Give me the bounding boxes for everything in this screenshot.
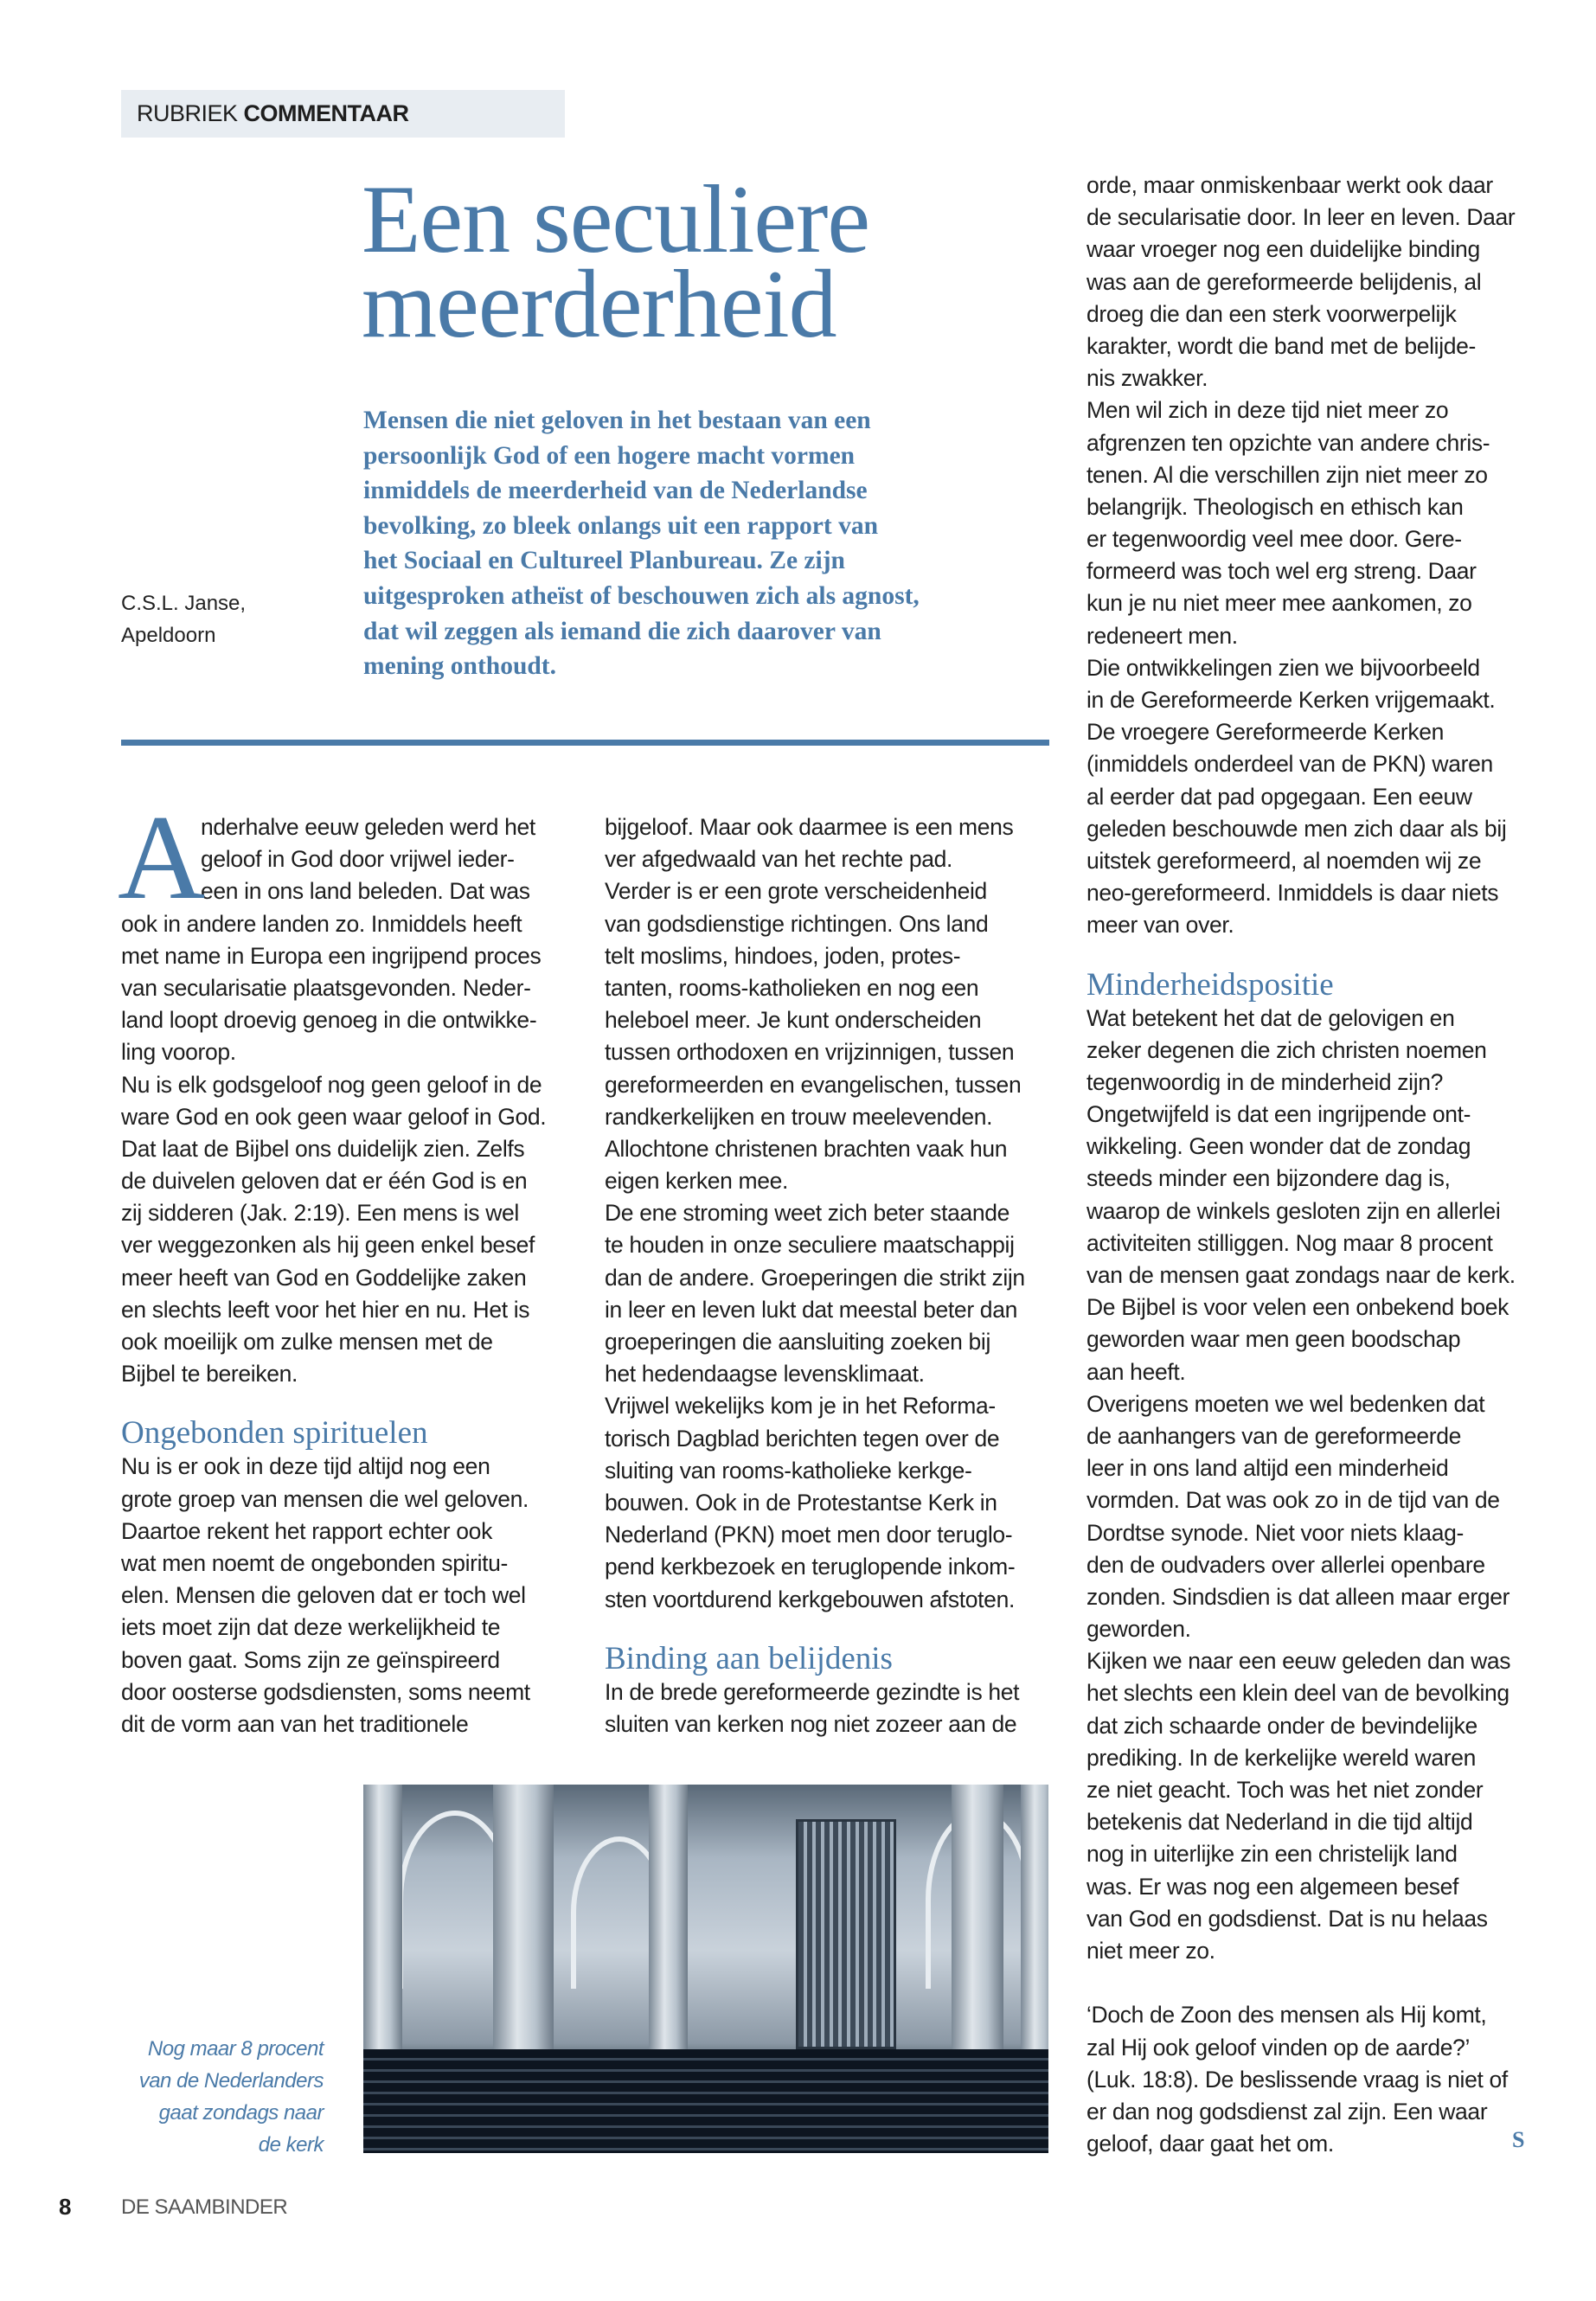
- caption-line: van de Nederlanders: [138, 2069, 324, 2093]
- text-line: dan de andere. Groeperingen die strikt zijn: [605, 1264, 1025, 1291]
- text-line: Allochtone christenen brachten vaak hun: [605, 1135, 1008, 1162]
- caption-line: de kerk: [258, 2133, 324, 2157]
- text-line: zonden. Sindsdien is dat alleen maar erger: [1086, 1583, 1510, 1610]
- title-line: meerderheid: [362, 251, 836, 358]
- text-line: Die ontwikkelingen zien we bijvoorbeeld: [1086, 654, 1480, 681]
- section-heading: Binding aan belijdenis: [605, 1640, 893, 1676]
- text-line: was aan de gereformeerde belijdenis, al: [1086, 268, 1482, 295]
- text-line: sten voortdurend kerkgebouwen afstoten.: [605, 1586, 1015, 1612]
- text-line: het slechts een klein deel van de bevolking: [1086, 1680, 1509, 1707]
- text-line: randkerkelijken en trouw meelevenden.: [605, 1103, 993, 1130]
- text-line: De Bijbel is voor velen een onbekend boek: [1086, 1294, 1509, 1321]
- text-line: bouwen. Ook in de Protestantse Kerk in: [605, 1489, 997, 1516]
- text-line: vormden. Dat was ook zo in de tijd van de: [1086, 1487, 1500, 1514]
- text-line: nis zwakker.: [1086, 365, 1208, 392]
- text-line: van de mensen gaat zondags naar de kerk.: [1086, 1262, 1516, 1288]
- text-line: kun je nu niet meer mee aankomen, zo: [1086, 590, 1472, 617]
- text-line: met name in Europa een ingrijpend proces: [121, 942, 542, 969]
- text-line: (inmiddels onderdeel van de PKN) waren: [1086, 751, 1493, 778]
- text-line: iets moet zijn dat deze werkelijkheid te: [121, 1614, 501, 1641]
- text-line: tanten, rooms-katholieken en nog een: [605, 974, 979, 1001]
- text-line: Bijbel te bereiken.: [121, 1361, 298, 1388]
- text-line: door oosterse godsdiensten, soms neemt: [121, 1678, 530, 1705]
- church-interior-photo: [363, 1785, 1048, 2153]
- text-line: Nu is elk godsgeloof nog geen geloof in de: [121, 1071, 542, 1098]
- text-line: geworden waar men geen boodschap: [1086, 1326, 1461, 1353]
- text-line: een in ons land beleden. Dat was: [201, 878, 530, 905]
- text-line: tenen. Al die verschillen zijn niet meer zo: [1086, 461, 1488, 488]
- intro-line: dat wil zeggen als iemand die zich daarover van: [363, 617, 881, 645]
- text-line: geloof, daar gaat het om.: [1086, 2131, 1334, 2157]
- text-line: sluiting van rooms-katholieke kerkge-: [605, 1457, 972, 1484]
- text-line: de duivelen geloven dat er één God is en: [121, 1168, 528, 1195]
- text-line: Ongetwijfeld is dat een ingrijpende ont-: [1086, 1101, 1471, 1128]
- text-line: Daartoe rekent het rapport echter ook: [121, 1517, 492, 1544]
- text-line: Dat laat de Bijbel ons duidelijk zien. Zelfs: [121, 1135, 525, 1162]
- text-line: Wat betekent het dat de gelovigen en: [1086, 1004, 1455, 1031]
- text-line: heleboel meer. Je kunt onderscheiden: [605, 1007, 982, 1034]
- author-place: Apeldoorn: [121, 624, 216, 647]
- text-line: en slechts leeft voor het hier en nu. Het is: [121, 1296, 530, 1323]
- intro-line: mening onthoudt.: [363, 652, 556, 681]
- text-line: ze niet geacht. Toch was het niet zonder: [1086, 1777, 1484, 1803]
- magazine-name: DE SAAMBINDER: [121, 2195, 288, 2219]
- text-line: al eerder dat pad opgegaan. Een eeuw: [1086, 783, 1472, 810]
- text-line: De vroegere Gereformeerde Kerken: [1086, 719, 1445, 746]
- text-line: Nederland (PKN) moet men door teruglo-: [605, 1522, 1013, 1548]
- text-line: bijgeloof. Maar ook daarmee is een mens: [605, 814, 1014, 840]
- text-line: formeerd was toch wel erg streng. Daar: [1086, 558, 1477, 585]
- text-line: activiteiten stilliggen. Nog maar 8 procent: [1086, 1229, 1493, 1256]
- intro-line: Mensen die niet geloven in het bestaan van een: [363, 407, 871, 434]
- text-line: er dan nog godsdienst zal zijn. Een waar: [1086, 2098, 1488, 2125]
- text-line: zeker degenen die zich christen noemen: [1086, 1036, 1487, 1063]
- text-line: nog in uiterlijke zin een christelijk land: [1086, 1841, 1458, 1868]
- text-line: torisch Dagblad berichten tegen over de: [605, 1425, 1000, 1452]
- text-line: wikkeling. Geen wonder dat de zondag: [1086, 1133, 1471, 1160]
- text-line: afgrenzen ten opzichte van andere chris-: [1086, 429, 1490, 456]
- text-line: zij sidderen (Jak. 2:19). Een mens is wel: [121, 1200, 519, 1227]
- intro-line: inmiddels de meerderheid van de Nederlandse: [363, 477, 868, 505]
- text-line: aan heeft.: [1086, 1358, 1186, 1385]
- text-line: (Luk. 18:8). De beslissende vraag is niet of: [1086, 2066, 1508, 2093]
- text-line: Verder is er een grote verscheidenheid: [605, 878, 987, 905]
- text-line: eigen kerken mee.: [605, 1168, 789, 1195]
- text-line: Men wil zich in deze tijd niet meer zo: [1086, 397, 1449, 424]
- text-line: pend kerkbezoek en teruglopende inkom-: [605, 1554, 1016, 1580]
- article-title: [362, 166, 870, 358]
- author-name: C.S.L. Janse,: [121, 592, 247, 615]
- text-line: droeg die dan een sterk voorwerpelijk: [1086, 300, 1457, 327]
- intro-line: uitgesproken atheïst of beschouwen zich als agnost,: [363, 581, 920, 610]
- caption-line: gaat zondags naar: [158, 2101, 324, 2125]
- text-line: de secularisatie door. In leer en leven. Daar: [1086, 204, 1516, 231]
- text-line: Dordtse synode. Niet voor niets klaag-: [1086, 1519, 1464, 1546]
- text-line: land loopt droevig genoeg in die ontwikke-: [121, 1007, 537, 1034]
- title-line: Een seculiere: [362, 166, 870, 273]
- text-line: Kijken we naar een eeuw geleden dan was: [1086, 1648, 1511, 1675]
- text-line: telt moslims, hindoes, joden, protes-: [605, 942, 961, 969]
- text-line: steeds minder een bijzondere dag is,: [1086, 1165, 1451, 1192]
- section-label: [121, 90, 565, 138]
- text-line: In de brede gereformeerde gezindte is het: [605, 1678, 1020, 1705]
- end-mark-logo-icon: S: [1512, 2127, 1525, 2152]
- page-number: 8: [59, 2194, 72, 2220]
- text-line: was. Er was nog een algemeen besef: [1086, 1873, 1459, 1900]
- text-column-1: [118, 791, 571, 1740]
- church-pews: [363, 2049, 1048, 2153]
- text-line: dat zich schaarde onder de bevindelijke: [1086, 1712, 1477, 1739]
- text-line: grote groep van mensen die wel geloven.: [121, 1485, 529, 1512]
- text-line: groeperingen die aansluiting zoeken bij: [605, 1329, 991, 1355]
- text-line: den de oudvaders over allerlei openbare: [1086, 1551, 1485, 1578]
- text-line: orde, maar onmiskenbaar werkt ook daar: [1086, 172, 1493, 198]
- paragraph-spacer: [1086, 1967, 1536, 1999]
- text-line: elen. Mensen die geloven dat er toch wel: [121, 1582, 526, 1609]
- text-line: meer van over.: [1086, 912, 1234, 939]
- text-line: geleden beschouwde men zich daar als bij: [1086, 815, 1507, 842]
- text-line: te houden in onze seculiere maatschappij: [605, 1232, 1015, 1259]
- church-organ: [796, 1819, 896, 2049]
- text-line: in de Gereformeerde Kerken vrijgemaakt.: [1086, 687, 1496, 713]
- text-line: niet meer zo.: [1086, 1937, 1215, 1964]
- text-line: van secularisatie plaatsgevonden. Neder-: [121, 974, 531, 1001]
- text-line: redeneert men.: [1086, 622, 1238, 649]
- text-line: meer heeft van God en Goddelijke zaken: [121, 1264, 527, 1291]
- section-label-name: COMMENTAAR: [243, 100, 409, 126]
- text-line: waar vroeger nog een duidelijke binding: [1086, 236, 1480, 263]
- text-line: ook moeilijk om zulke mensen met de: [121, 1329, 493, 1355]
- text-line: Overigens moeten we wel bedenken dat: [1086, 1390, 1485, 1417]
- text-line: nderhalve eeuw geleden werd het: [201, 814, 535, 840]
- text-line: dit de vorm aan van het traditionele: [121, 1710, 469, 1737]
- text-line: uitstek gereformeerd, al noemden wij ze: [1086, 847, 1482, 874]
- photo-caption: [139, 2033, 324, 2161]
- text-line: Vrijwel wekelijks kom je in het Reforma-: [605, 1393, 996, 1420]
- section-heading: Ongebonden spirituelen: [121, 1415, 428, 1452]
- text-line: tegenwoordig in de minderheid zijn?: [1086, 1068, 1444, 1095]
- text-line: belangrijk. Theologisch en ethisch kan: [1086, 493, 1464, 520]
- text-line: ver weggezonken als hij geen enkel besef: [121, 1232, 535, 1259]
- text-line: karakter, wordt die band met de belijde-: [1086, 332, 1477, 359]
- text-line: prediking. In de kerkelijke wereld waren: [1086, 1744, 1476, 1771]
- text-line: ook in andere landen zo. Inmiddels heeft: [121, 910, 522, 937]
- text-line: tussen orthodoxen en vrijzinnigen, tussen: [605, 1039, 1015, 1066]
- text-line: er tegenwoordig veel mee door. Gere-: [1086, 526, 1462, 553]
- text-line: ‘Doch de Zoon des mensen als Hij komt,: [1086, 2002, 1487, 2029]
- text-line: ware God en ook geen waar geloof in God.: [121, 1103, 547, 1130]
- text-line: zal Hij ook geloof vinden op de aarde?’: [1086, 2034, 1471, 2061]
- intro-line: persoonlijk God of een hogere macht vormen: [363, 441, 856, 470]
- section-label-prefix: RUBRIEK: [137, 100, 238, 126]
- text-line: in leer en leven lukt dat meestal beter dan: [605, 1296, 1017, 1323]
- text-line: sluiten van kerken nog niet zozeer aan de: [605, 1710, 1017, 1737]
- text-line: van God en godsdienst. Dat is nu helaas: [1086, 1905, 1488, 1932]
- text-line: geloof in God door vrijwel ieder-: [201, 846, 515, 873]
- text-line: neo-gereformeerd. Inmiddels is daar niets: [1086, 880, 1499, 907]
- text-column-3: [1086, 170, 1536, 2160]
- text-line: van godsdienstige richtingen. Ons land: [605, 910, 989, 937]
- text-line: de aanhangers van de gereformeerde: [1086, 1422, 1462, 1449]
- text-line: betekenis dat Nederland in die tijd altijd: [1086, 1809, 1473, 1836]
- text-line: wat men noemt de ongebonden spiritu-: [121, 1549, 509, 1576]
- text-line: boven gaat. Soms zijn ze geïnspireerd: [121, 1646, 500, 1673]
- author-byline: [121, 587, 246, 651]
- text-line: geworden.: [1086, 1616, 1191, 1643]
- text-line: ver afgedwaald van het rechte pad.: [605, 846, 953, 873]
- caption-line: Nog maar 8 procent: [147, 2037, 324, 2061]
- section-heading: Minderheidspositie: [1086, 966, 1334, 1003]
- text-line: ling voorop.: [121, 1039, 236, 1066]
- divider-rule: [121, 740, 1049, 746]
- text-line: Nu is er ook in deze tijd altijd nog een: [121, 1453, 490, 1480]
- text-line: gereformeerden en evangelischen, tussen: [605, 1071, 1022, 1098]
- text-line: waarop de winkels gesloten zijn en allerlei: [1086, 1197, 1501, 1224]
- drop-cap: A: [118, 791, 205, 925]
- article-intro: [363, 403, 1047, 684]
- text-line: De ene stroming weet zich beter staande: [605, 1200, 1010, 1227]
- intro-line: bevolking, zo bleek onlangs uit een rapport van: [363, 511, 878, 540]
- text-line: het hedendaagse levensklimaat.: [605, 1361, 925, 1388]
- text-line: leer in ons land altijd een minderheid: [1086, 1455, 1449, 1482]
- text-column-2: [605, 811, 1054, 1740]
- intro-line: het Sociaal en Cultureel Planbureau. Ze zijn: [363, 547, 845, 575]
